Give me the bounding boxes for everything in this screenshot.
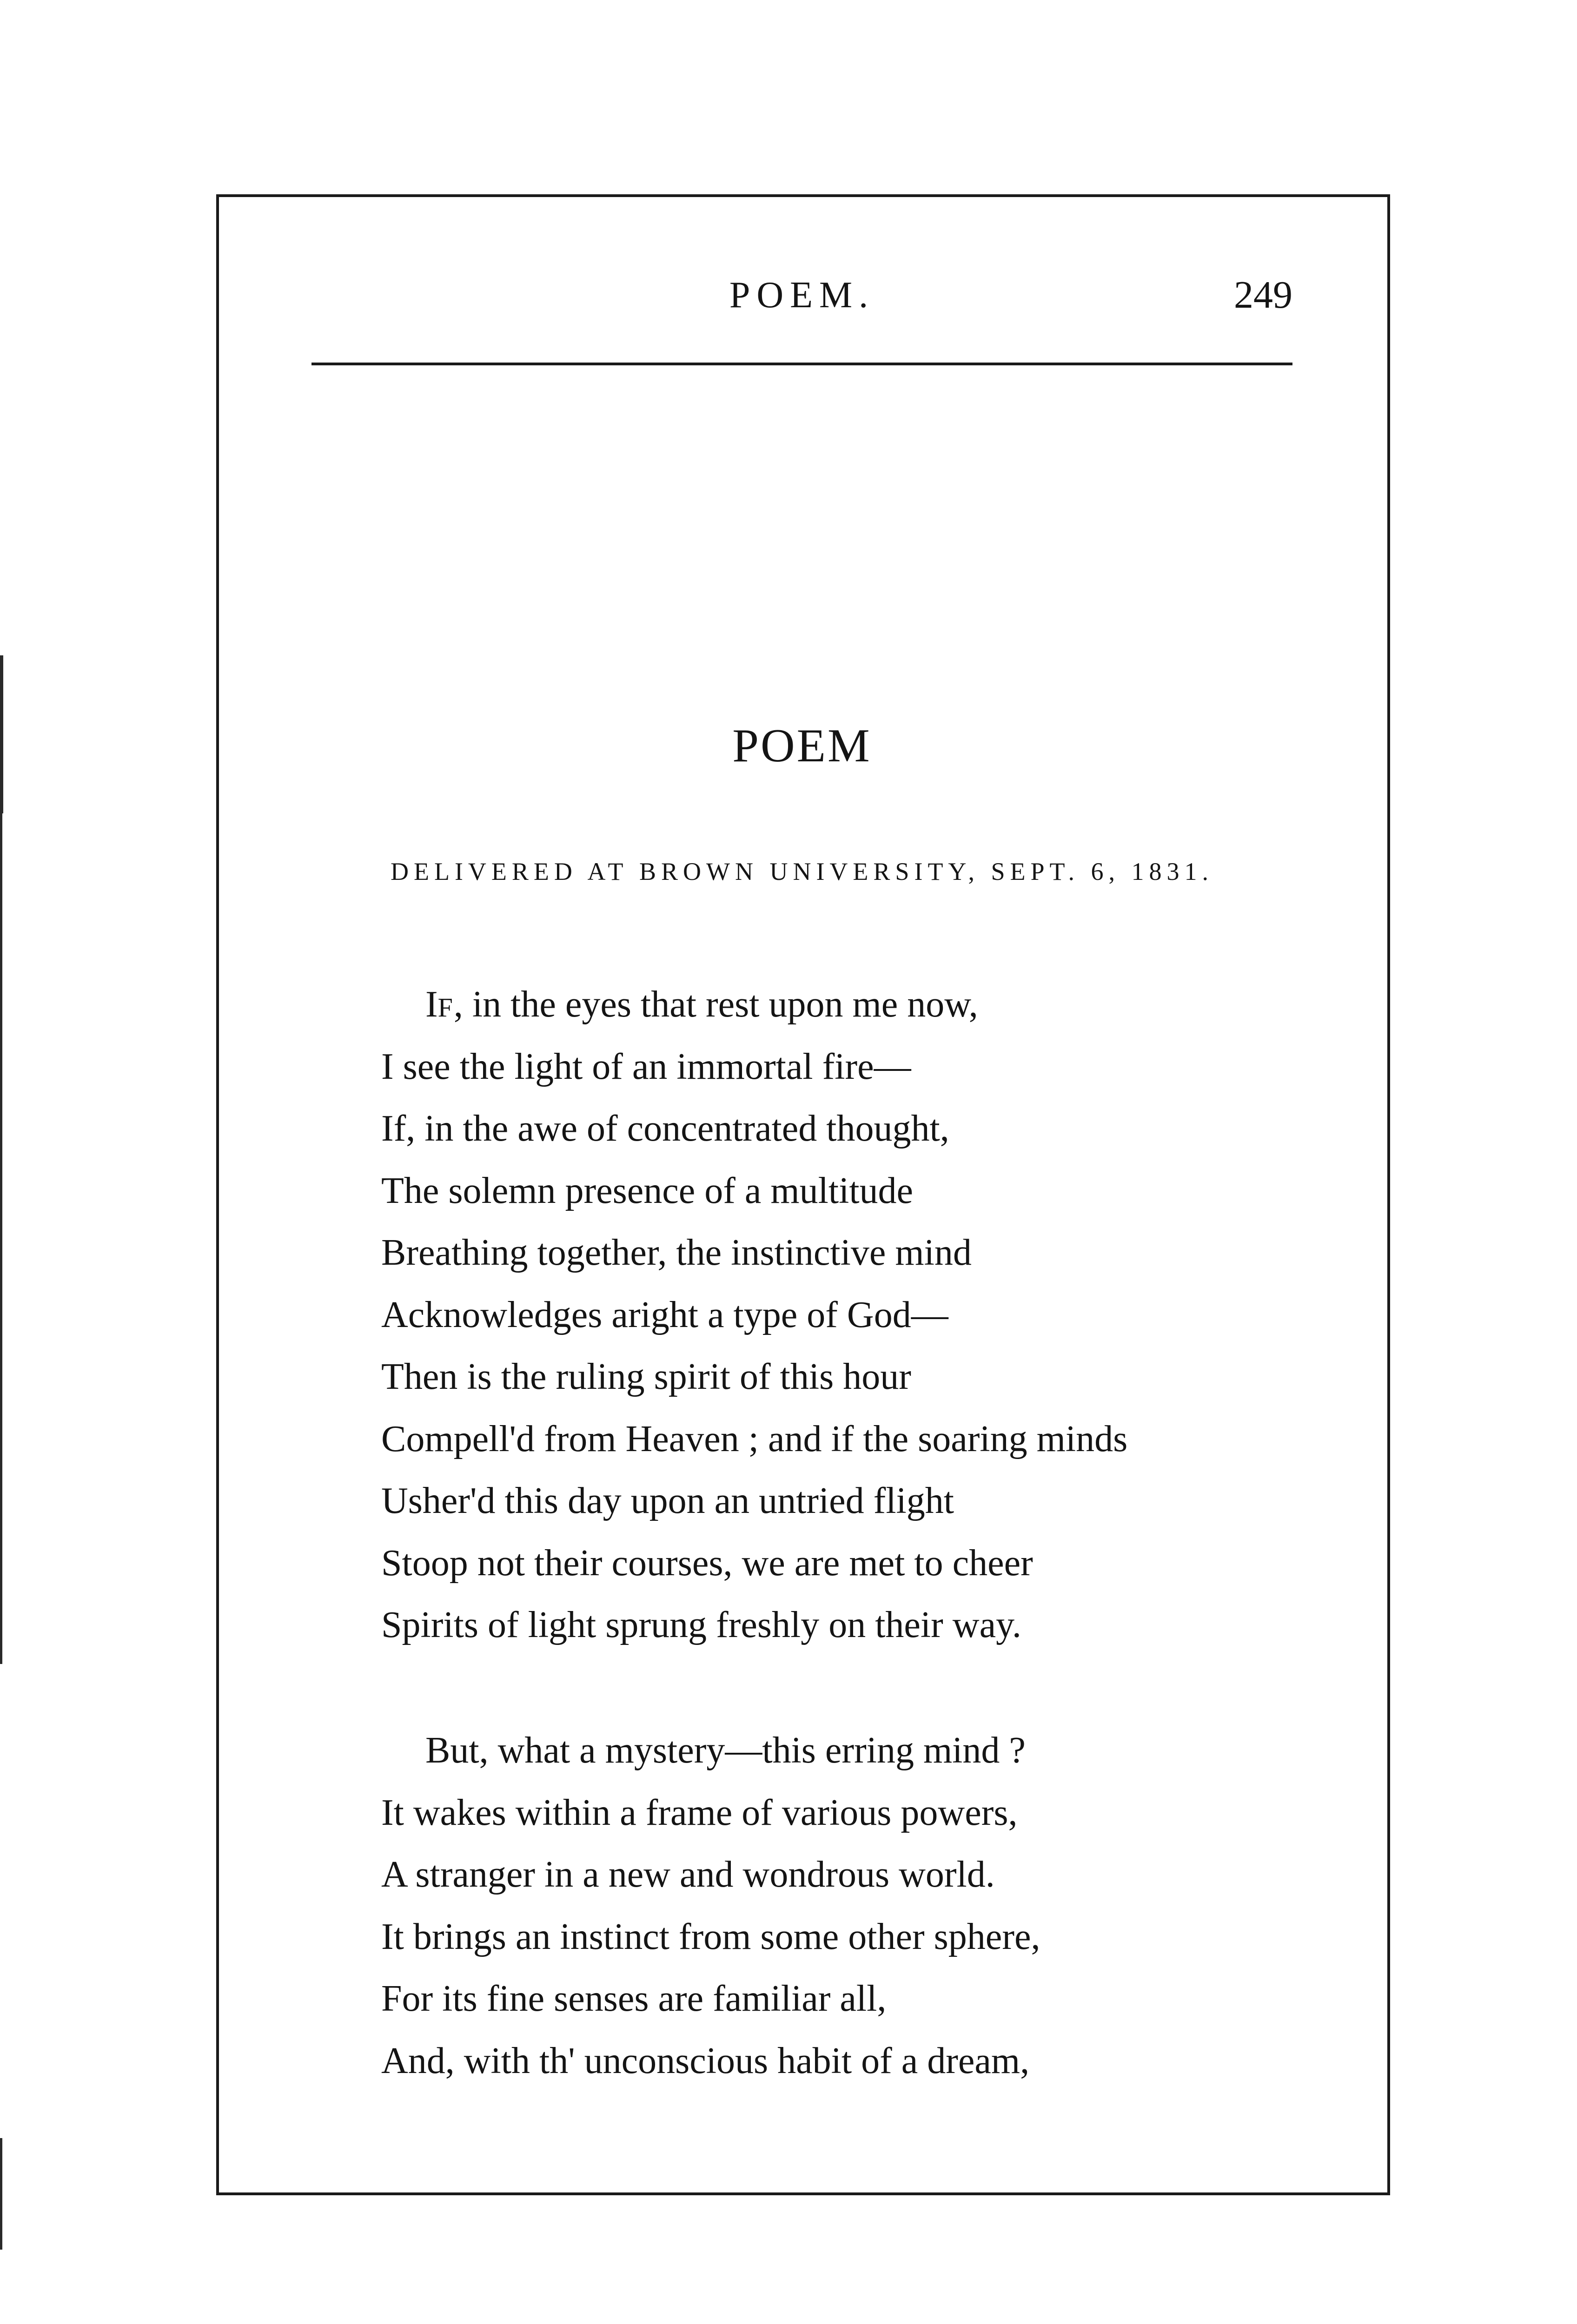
page-number: 249 — [1234, 273, 1292, 317]
poem-title: POEM — [732, 720, 872, 772]
header-rule — [311, 363, 1292, 365]
verse-line: A stranger in a new and wondrous world. — [381, 1854, 995, 1895]
verse-line-text: , in the eyes that rest upon me now, — [453, 984, 978, 1025]
stanza-1 — [381, 974, 1127, 1657]
verse-line: It brings an instinct from some other sphere, — [381, 1916, 1040, 1957]
running-head — [311, 270, 1292, 321]
verse-line — [381, 974, 1127, 1036]
verse-line: For its fine senses are familiar all, — [381, 1978, 887, 2019]
verse-line: And, with th' unconscious habit of a dream, — [381, 2040, 1030, 2081]
verse-line: Spirits of light sprung freshly on their way. — [381, 1604, 1021, 1645]
verse-line: Usher'd this day upon an untried flight — [381, 1480, 954, 1521]
poem-subtitle: DELIVERED AT BROWN UNIVERSITY, SEPT. 6, 1831. — [390, 858, 1213, 885]
verse-line: It wakes within a frame of various powers, — [381, 1792, 1018, 1833]
scan-edge-mark — [0, 655, 3, 813]
running-title: POEM. — [729, 275, 875, 316]
scan-edge-mark — [0, 2138, 2, 2250]
verse-line: I see the light of an immortal fire— — [381, 1046, 911, 1087]
verse-line: Then is the ruling spirit of this hour — [381, 1356, 911, 1397]
verse-line: Compell'd from Heaven ; and if the soaring minds — [381, 1418, 1128, 1459]
stanza-2 — [381, 1720, 1040, 2092]
scan-edge-mark — [0, 799, 2, 1664]
drop-initial: I — [425, 984, 438, 1025]
small-caps-letter: F — [437, 992, 454, 1023]
verse-line: Stoop not their courses, we are met to cheer — [381, 1542, 1033, 1584]
verse-line: But, what a mystery—this erring mind ? — [425, 1730, 1026, 1771]
verse-line: Breathing together, the instinctive mind — [381, 1232, 972, 1273]
verse-line: If, in the awe of concentrated thought, — [381, 1108, 949, 1149]
verse-line: Acknowledges aright a type of God— — [381, 1294, 948, 1335]
verse-line: The solemn presence of a multitude — [381, 1170, 914, 1211]
